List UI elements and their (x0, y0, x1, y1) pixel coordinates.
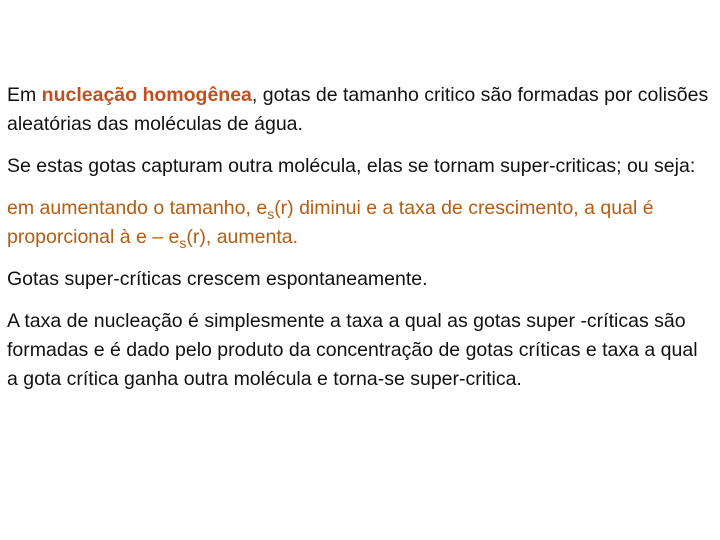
p1-pre-text: Em (7, 84, 42, 106)
paragraph-nucleation-rate: A taxa de nucleação é simplesmente a taxa a qual as gotas super -críticas são formadas e é dado pelo produto da concentração de gotas críticas e taxa a qual a gota crítica ganha outra molécula e torna-se super-critica. (7, 310, 698, 390)
p3-text-a: em aumentando o tamanho, e (7, 197, 268, 219)
subscript-s-2: s (179, 235, 187, 251)
paragraph-supercritical: Se estas gotas capturam outra molécula, elas se tornam super-criticas; ou seja: (7, 155, 696, 177)
slide-body (7, 81, 713, 407)
paragraph-spontaneous-growth: Gotas super-críticas crescem espontaneamente. (7, 268, 428, 290)
p1-post-text: , gotas de tamanho critico são formadas por colisões aleatórias das moléculas de água. (7, 84, 709, 135)
paragraph-homogeneous-nucleation (7, 81, 713, 139)
p3-text-b: (r) diminui e a taxa de crescimento, a qual é proporcional à e – e (7, 197, 654, 248)
p3-text-c: (r), aumenta. (186, 226, 298, 248)
subscript-s-1: s (267, 206, 275, 222)
highlight-term: nucleação homogênea (41, 84, 252, 106)
paragraph-growth-rate (7, 194, 713, 252)
